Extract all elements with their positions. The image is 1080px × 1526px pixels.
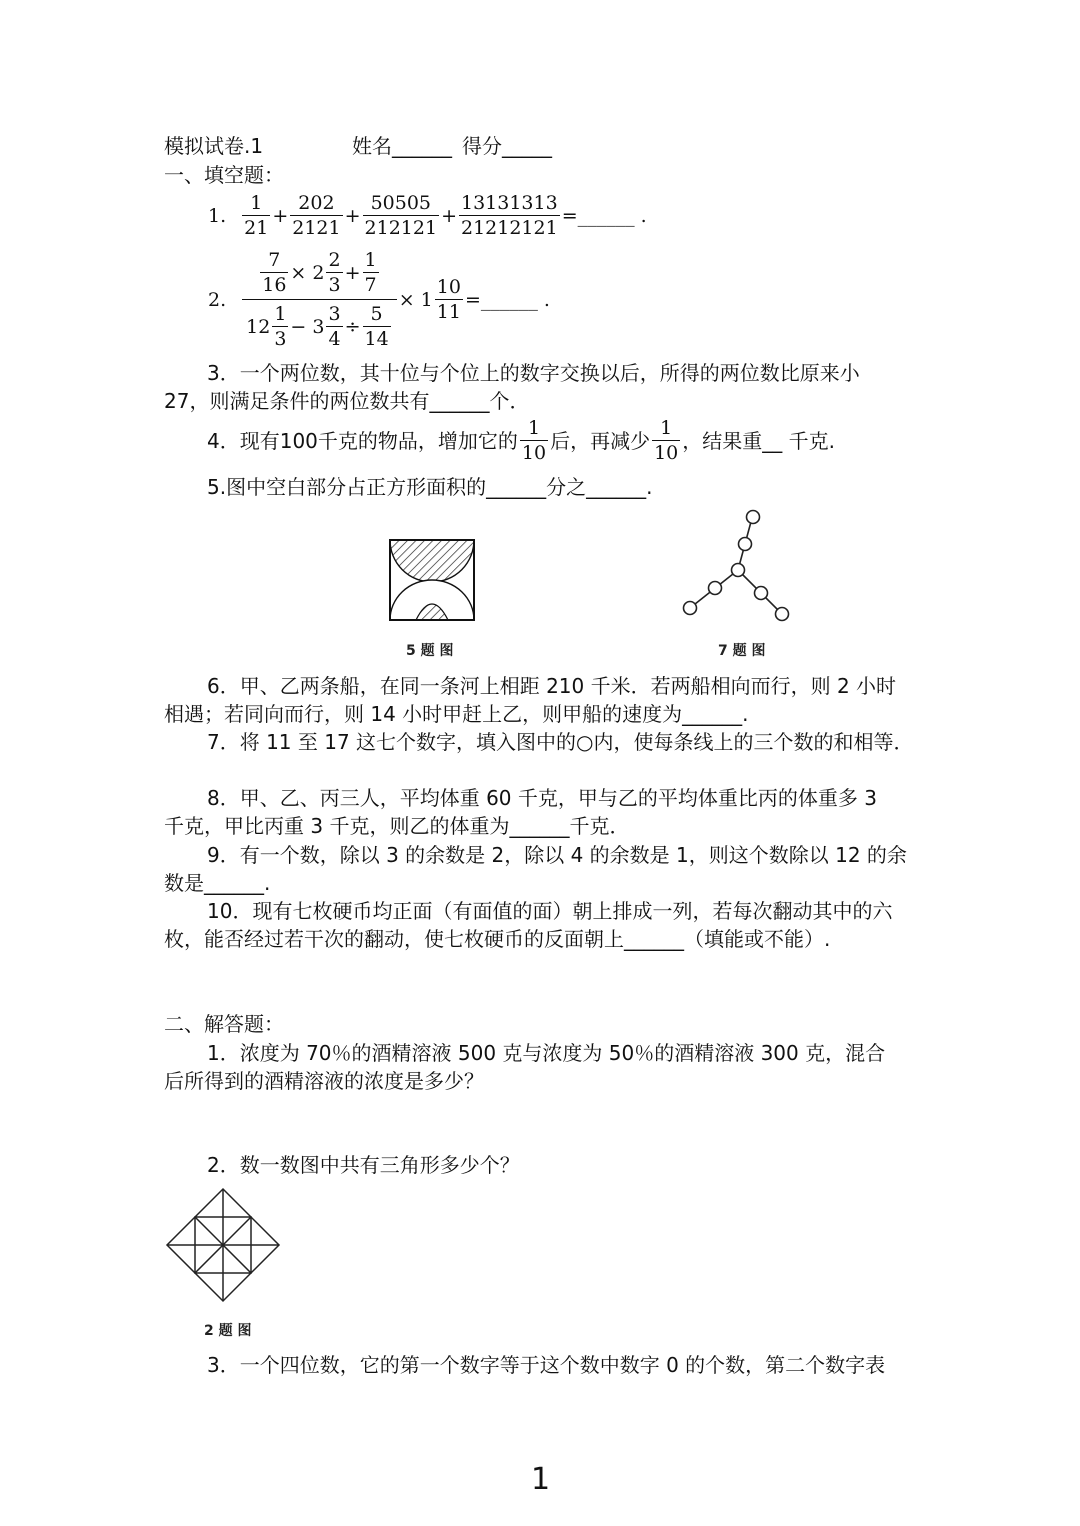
answer-question-2: 2．数一数图中共有三角形多少个？	[207, 1153, 520, 1177]
question-3-line1: 3．一个两位数，其十位与个位上的数字交换以后，所得的两位数比原来小	[207, 361, 860, 385]
figure-7-caption: 7 题 图	[718, 643, 766, 659]
figure-2-diamond-diagram	[164, 1186, 282, 1304]
q1-fraction-1: $\frac{1}{21}$	[244, 192, 269, 239]
q2-number: 2.	[208, 288, 227, 311]
q2-answer-blank: =______ .	[464, 288, 550, 311]
q2-denominator: 12 $\frac{1}{3}$ − 3 $\frac{3}{4}$ ÷ $\frac{5}{14}$	[246, 303, 389, 350]
question-9-line2: 数是______.	[164, 871, 271, 895]
question-10-line2: 枚，能否经过若干次的翻动，使七枚硬币的反面朝上______（填能或不能）.	[164, 927, 831, 951]
question-9-line1: 9．有一个数，除以 3 的余数是 2，除以 4 的余数是 1，则这个数除以 12 的余	[207, 843, 907, 867]
q1-fraction-3: $\frac{50505}{212121}$	[364, 192, 438, 239]
q1-fraction-4: $\frac{13131313}{21212121}$	[460, 192, 558, 239]
question-10-line1: 10．现有七枚硬币均正面（有面值的面）朝上排成一列，若每次翻动其中的六	[207, 899, 893, 923]
q1-fraction-2: $\frac{202}{2121}$	[292, 192, 341, 239]
question-2: 2. $\frac{7}{16}$ × 2 $\frac{2}{3}$ + $\frac{1}{7}$ 12 $\frac{1}{3}$ − 3 $\frac{3}{4}$ ÷ $\frac{5}{14}$ × 1 $\frac{10}{11}$ =______ .	[208, 249, 550, 350]
plus-sign: +	[272, 204, 289, 227]
answer-question-1-line2: 后所得到的酒精溶液的浓度是多少？	[164, 1069, 484, 1093]
question-7: 7．将 11 至 17 这七个数字，填入图中的○内，使每条线上的三个数的和相等．	[207, 730, 914, 754]
page-number: 1	[531, 1462, 551, 1497]
section1-title: 一、填空题：	[164, 163, 284, 187]
q1-number: 1.	[208, 204, 227, 227]
q2-numerator: $\frac{7}{16}$ × 2 $\frac{2}{3}$ + $\frac{1}{7}$	[242, 248, 397, 300]
question-8-line1: 8．甲、乙、丙三人，平均体重 60 千克，甲与乙的平均体重比丙的体重多 3	[207, 786, 877, 810]
figure-5-caption: 5 题 图	[406, 643, 454, 659]
question-5: 5.图中空白部分占正方形面积的______分之______.	[207, 475, 653, 499]
question-4: 4．现有100千克的物品，增加它的 $\frac{1}{10}$ 后，再减少 $\frac{1}{10}$ ，结果重__ 千克.	[207, 417, 835, 464]
question-8-line2: 千克，甲比丙重 3 千克，则乙的体重为______千克．	[164, 814, 630, 838]
plus-sign: +	[344, 204, 361, 227]
figure-7-circle-diagram	[678, 506, 794, 626]
figure-5-square-diagram	[386, 536, 478, 624]
question-6-line1: 6．甲、乙两条船，在同一条河上相距 210 千米．若两船相向而行，则 2 小时	[207, 674, 897, 698]
question-3-line2: 27，则满足条件的两位数共有______个．	[164, 389, 530, 413]
section2-title: 二、解答题：	[164, 1012, 284, 1036]
plus-sign: +	[441, 204, 457, 227]
figure-2-caption: 2 题 图	[204, 1323, 252, 1339]
answer-question-3: 3．一个四位数，它的第一个数字等于这个数中数字 0 的个数，第二个数字表	[207, 1353, 886, 1377]
q1-answer-blank: =______ .	[561, 204, 647, 227]
name-field-label: 姓名______	[352, 134, 452, 158]
answer-question-1-line1: 1．浓度为 70％的酒精溶液 500 克与浓度为 50％的酒精溶液 300 克，混合	[207, 1041, 886, 1065]
score-field-label: 得分_____	[462, 134, 552, 158]
exam-title: 模拟试卷.1	[164, 134, 264, 158]
question-6-line2: 相遇；若同向而行，则 14 小时甲赶上乙，则甲船的速度为______.	[164, 702, 749, 726]
question-1	[208, 191, 647, 240]
q2-complex-fraction	[242, 248, 397, 351]
